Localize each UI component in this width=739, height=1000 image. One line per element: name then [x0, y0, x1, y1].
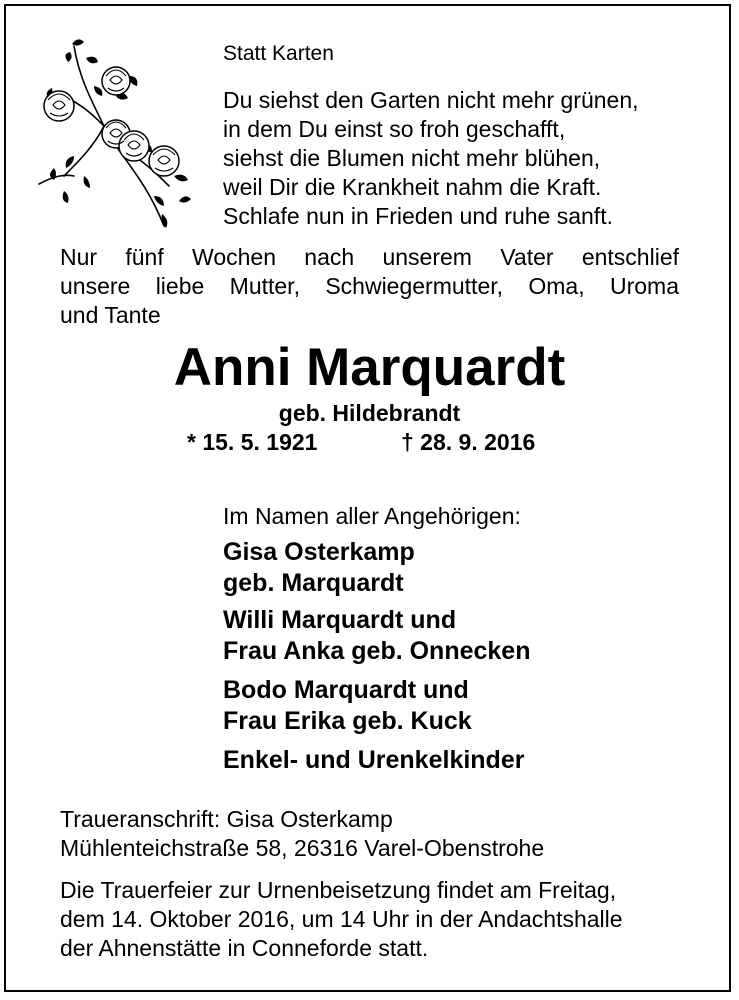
- mourner-line: geb. Marquardt: [223, 569, 404, 597]
- maiden-name: geb. Hildebrandt: [278, 400, 461, 426]
- mourner-line: Gisa Osterkamp: [223, 538, 415, 566]
- mourner-line: Frau Anka geb. Onnecken: [223, 637, 531, 665]
- birth-date: * 15. 5. 1921: [187, 429, 318, 455]
- announcement-line: Nur fünf Wochen nach unserem Vater entschlief: [60, 244, 679, 270]
- mourner-line: Frau Erika geb. Kuck: [223, 707, 472, 735]
- poem-line: siehst die Blumen nicht mehr blühen,: [223, 145, 601, 171]
- mourner-line: Bodo Marquardt und: [223, 676, 469, 704]
- death-date: † 28. 9. 2016: [401, 429, 536, 455]
- announcement-line: und Tante: [60, 302, 161, 328]
- poem-line: weil Dir die Krankheit nahm die Kraft.: [223, 174, 602, 200]
- poem-line: Du siehst den Garten nicht mehr grünen,: [223, 87, 639, 113]
- intro-text: Statt Karten: [223, 42, 334, 65]
- ceremony-line: dem 14. Oktober 2016, um 14 Uhr in der Andachtshalle: [60, 906, 623, 932]
- poem-line: Schlafe nun in Frieden und ruhe sanft.: [223, 203, 613, 229]
- mourner-line: Willi Marquardt und: [223, 606, 457, 634]
- ceremony-line: der Ahnenstätte in Conneforde statt.: [60, 935, 429, 961]
- deceased-name: Anni Marquardt: [173, 338, 566, 397]
- address-line: Traueranschrift: Gisa Osterkamp: [60, 806, 393, 832]
- roses-icon: [34, 36, 194, 231]
- mourners-intro: Im Namen aller Angehörigen:: [223, 503, 521, 529]
- poem-line: in dem Du einst so froh geschafft,: [223, 116, 566, 142]
- announcement-line: unsere liebe Mutter, Schwiegermutter, Oma, Uroma: [60, 273, 679, 299]
- mourner-line: Enkel- und Urenkelkinder: [223, 746, 525, 774]
- address-line: Mühlenteichstraße 58, 26316 Varel-Obenstrohe: [60, 835, 545, 861]
- ceremony-line: Die Trauerfeier zur Urnenbeisetzung findet am Freitag,: [60, 877, 617, 903]
